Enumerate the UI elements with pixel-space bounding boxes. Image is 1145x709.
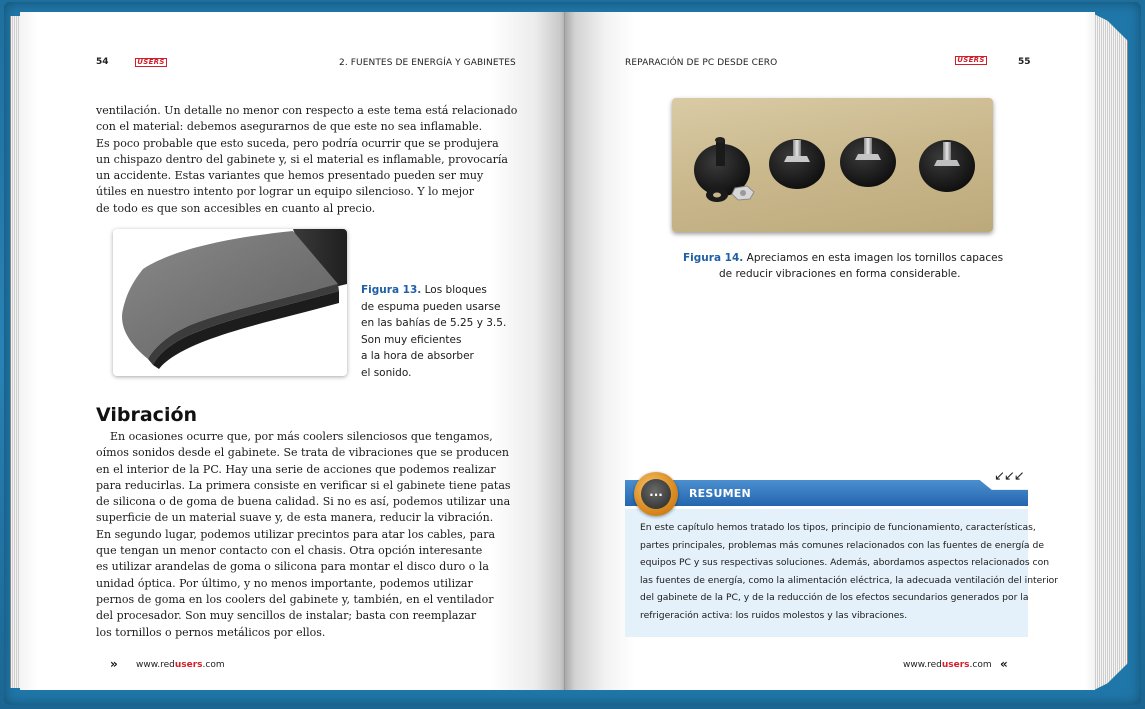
left-footer-chevron-icon: » xyxy=(110,657,118,671)
figure-13-caption xyxy=(361,282,506,381)
left-footer-url-suffix: .com xyxy=(202,660,225,670)
section-title-vibracion: Vibración xyxy=(96,404,198,426)
resumen-text: En este capítulo hemos tratado los tipos, principio de funcionamiento, características, partes principales, problemas más comunes relacionados con las fuentes de energía de equipos PC y sus respectivas soluciones. Además, abordamos aspectos relacionados con las fuentes de energía, como la alimentación eléctrica, la adecuada ventilación del interior del gabinete de la PC, y de la reducción de los efectos secundarios generados por la refrigeración activa: los ruidos molestos y las vibraciones. xyxy=(640,522,1059,621)
resumen-badge-dots: ... xyxy=(641,479,671,509)
figure-14-caption-line-1 xyxy=(683,250,1003,267)
right-footer-url xyxy=(903,660,992,670)
figure-14-caption-line-2: de reducir vibraciones en forma considerable. xyxy=(719,268,961,280)
figure-13-caption-text: Los bloques de espuma pueden usarse en las bahías de 5.25 y 3.5. Son muy eficientes a la hora de absorber el sonido. xyxy=(361,284,507,379)
left-page-number: 54 xyxy=(96,57,109,67)
resumen-title: RESUMEN xyxy=(689,487,751,500)
figure-13-label: Figura 13. xyxy=(361,284,422,296)
right-page-edges xyxy=(1094,14,1128,690)
left-footer-url xyxy=(136,660,225,670)
right-footer-chevron-icon: « xyxy=(1000,657,1008,671)
right-page-number: 55 xyxy=(1018,57,1031,67)
book-title: REPARACIÓN DE PC DESDE CERO xyxy=(625,58,778,68)
right-footer-url-prefix: www.red xyxy=(903,660,942,670)
resumen-badge-icon xyxy=(634,472,678,516)
figure-13-image xyxy=(113,229,347,376)
left-users-logo: USERS xyxy=(135,58,167,67)
vibracion-paragraph: En ocasiones ocurre que, por más coolers silenciosos que tengamos, oímos sonidos desde el gabinete. Se trata de vibraciones que se producen en el interior de la PC. Hay una serie de acciones que podemos realizar para reducirlas. La primera consiste en verificar si el gabinete tiene patas de silicona o de goma de buena calidad. Si no es así, podemos utilizar una superficie de un material suave y, de esta manera, reducir la vibración. En segundo lugar, podemos utilizar precintos para atar los cables, para que tengan un menor contacto con el chasis. Otra opción interesante es utilizar arandelas de goma o silicona para montar el disco duro o la unidad óptica. Por último, y no menos importante, podemos utilizar pernos de goma en los coolers del gabinete y, también, en el ventilador del procesador. Son muy sencillos de instalar; basta con reemplazar los tornillos o pernos metálicos por ellos. xyxy=(96,430,511,639)
left-footer-url-prefix: www.red xyxy=(136,660,175,670)
right-footer-url-brand: users xyxy=(941,660,970,670)
foam-blocks-illustration xyxy=(113,229,347,376)
chapter-title: 2. FUENTES DE ENERGÍA Y GABINETES xyxy=(339,58,516,68)
intro-paragraph: ventilación. Un detalle no menor con respecto a este tema está relacionado con el material: debemos asegurarnos de que este no sea inflamable. Es poco probable que esto suceda, pero podría ocurrir que se produjera un chispazo dentro del gabinete y, si el material es inflamable, provocaría un accidente. Estas variantes que hemos presentado pueden ser muy útiles en nuestro intento por lograr un equipo silencioso. Y lo mejor de todo es que son accesibles en cuanto al precio. xyxy=(96,104,518,215)
figure-14-image xyxy=(672,98,993,232)
resumen-header-bar xyxy=(625,480,1028,506)
figure-14-caption-text-1: Apreciamos en esta imagen los tornillos capaces xyxy=(743,252,1004,264)
rubber-screws-illustration xyxy=(672,98,993,232)
right-footer-url-suffix: .com xyxy=(969,660,992,670)
left-footer-url-brand: users xyxy=(174,660,203,670)
figure-14-label: Figura 14. xyxy=(683,252,744,264)
resumen-arrows-icon: ↙↙↙ xyxy=(994,469,1024,484)
right-users-logo: USERS xyxy=(955,56,987,65)
